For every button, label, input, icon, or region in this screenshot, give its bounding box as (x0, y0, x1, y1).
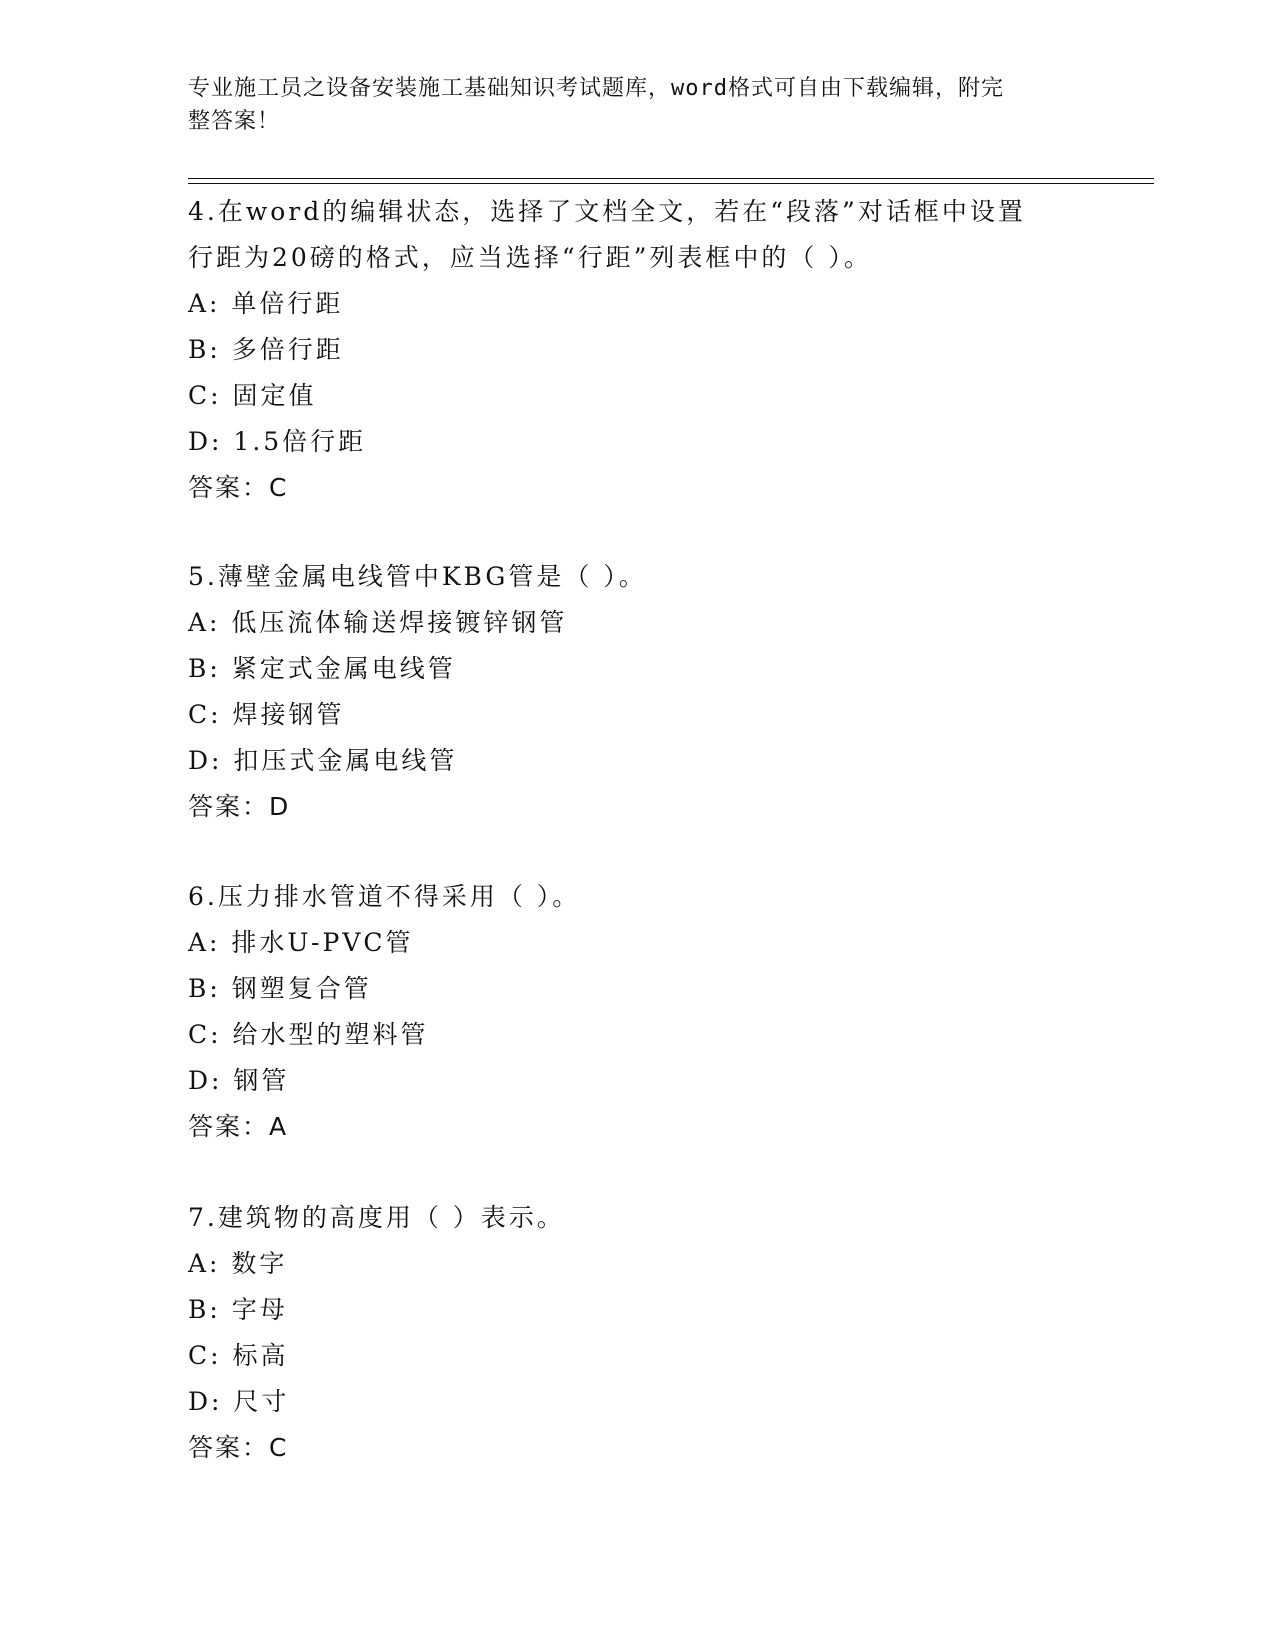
header-divider-top (188, 178, 1154, 179)
question-7 (188, 1195, 1088, 1471)
option-c: C: 标高 (188, 1341, 289, 1370)
question-stem-line: 7.建筑物的高度用（ ）表示。 (188, 1203, 565, 1232)
option-c: C: 固定值 (188, 381, 317, 410)
question-5 (188, 554, 1088, 830)
header-intro-line-1: 专业施工员之设备安装施工基础知识考试题库，word格式可自由下载编辑，附完 (188, 76, 1004, 101)
option-a: A: 单倍行距 (188, 289, 344, 318)
question-stem-line: 6.压力排水管道不得采用（ ）。 (188, 882, 581, 911)
option-c: C: 焊接钢管 (188, 700, 345, 729)
answer: 答案：D (188, 792, 291, 821)
option-b: B: 紧定式金属电线管 (188, 654, 456, 683)
document-header (188, 72, 1068, 138)
question-6 (188, 874, 1088, 1150)
answer: 答案：C (188, 473, 289, 502)
question-stem-line: 行距为20磅的格式，应当选择“行距”列表框中的（ ）。 (188, 243, 872, 272)
answer: 答案：A (188, 1112, 289, 1141)
option-c: C: 给水型的塑料管 (188, 1020, 429, 1049)
option-d: D: 1.5倍行距 (188, 427, 367, 456)
option-d: D: 尺寸 (188, 1387, 290, 1416)
question-4 (188, 189, 1088, 511)
option-a: A: 数字 (188, 1249, 288, 1278)
question-stem-line: 5.薄壁金属电线管中KBG管是（ ）。 (188, 562, 647, 591)
option-d: D: 钢管 (188, 1066, 290, 1095)
option-b: B: 字母 (188, 1295, 288, 1324)
option-b: B: 多倍行距 (188, 335, 344, 364)
option-a: A: 排水U-PVC管 (188, 928, 414, 957)
header-intro-line-2: 整答案！ (188, 109, 281, 134)
option-d: D: 扣压式金属电线管 (188, 746, 458, 775)
answer: 答案：C (188, 1433, 289, 1462)
option-a: A: 低压流体输送焊接镀锌钢管 (188, 608, 568, 637)
option-b: B: 钢塑复合管 (188, 974, 372, 1003)
header-divider-bottom (188, 183, 1154, 184)
question-stem-line: 4.在word的编辑状态，选择了文档全文，若在“段落”对话框中设置 (188, 197, 1026, 226)
